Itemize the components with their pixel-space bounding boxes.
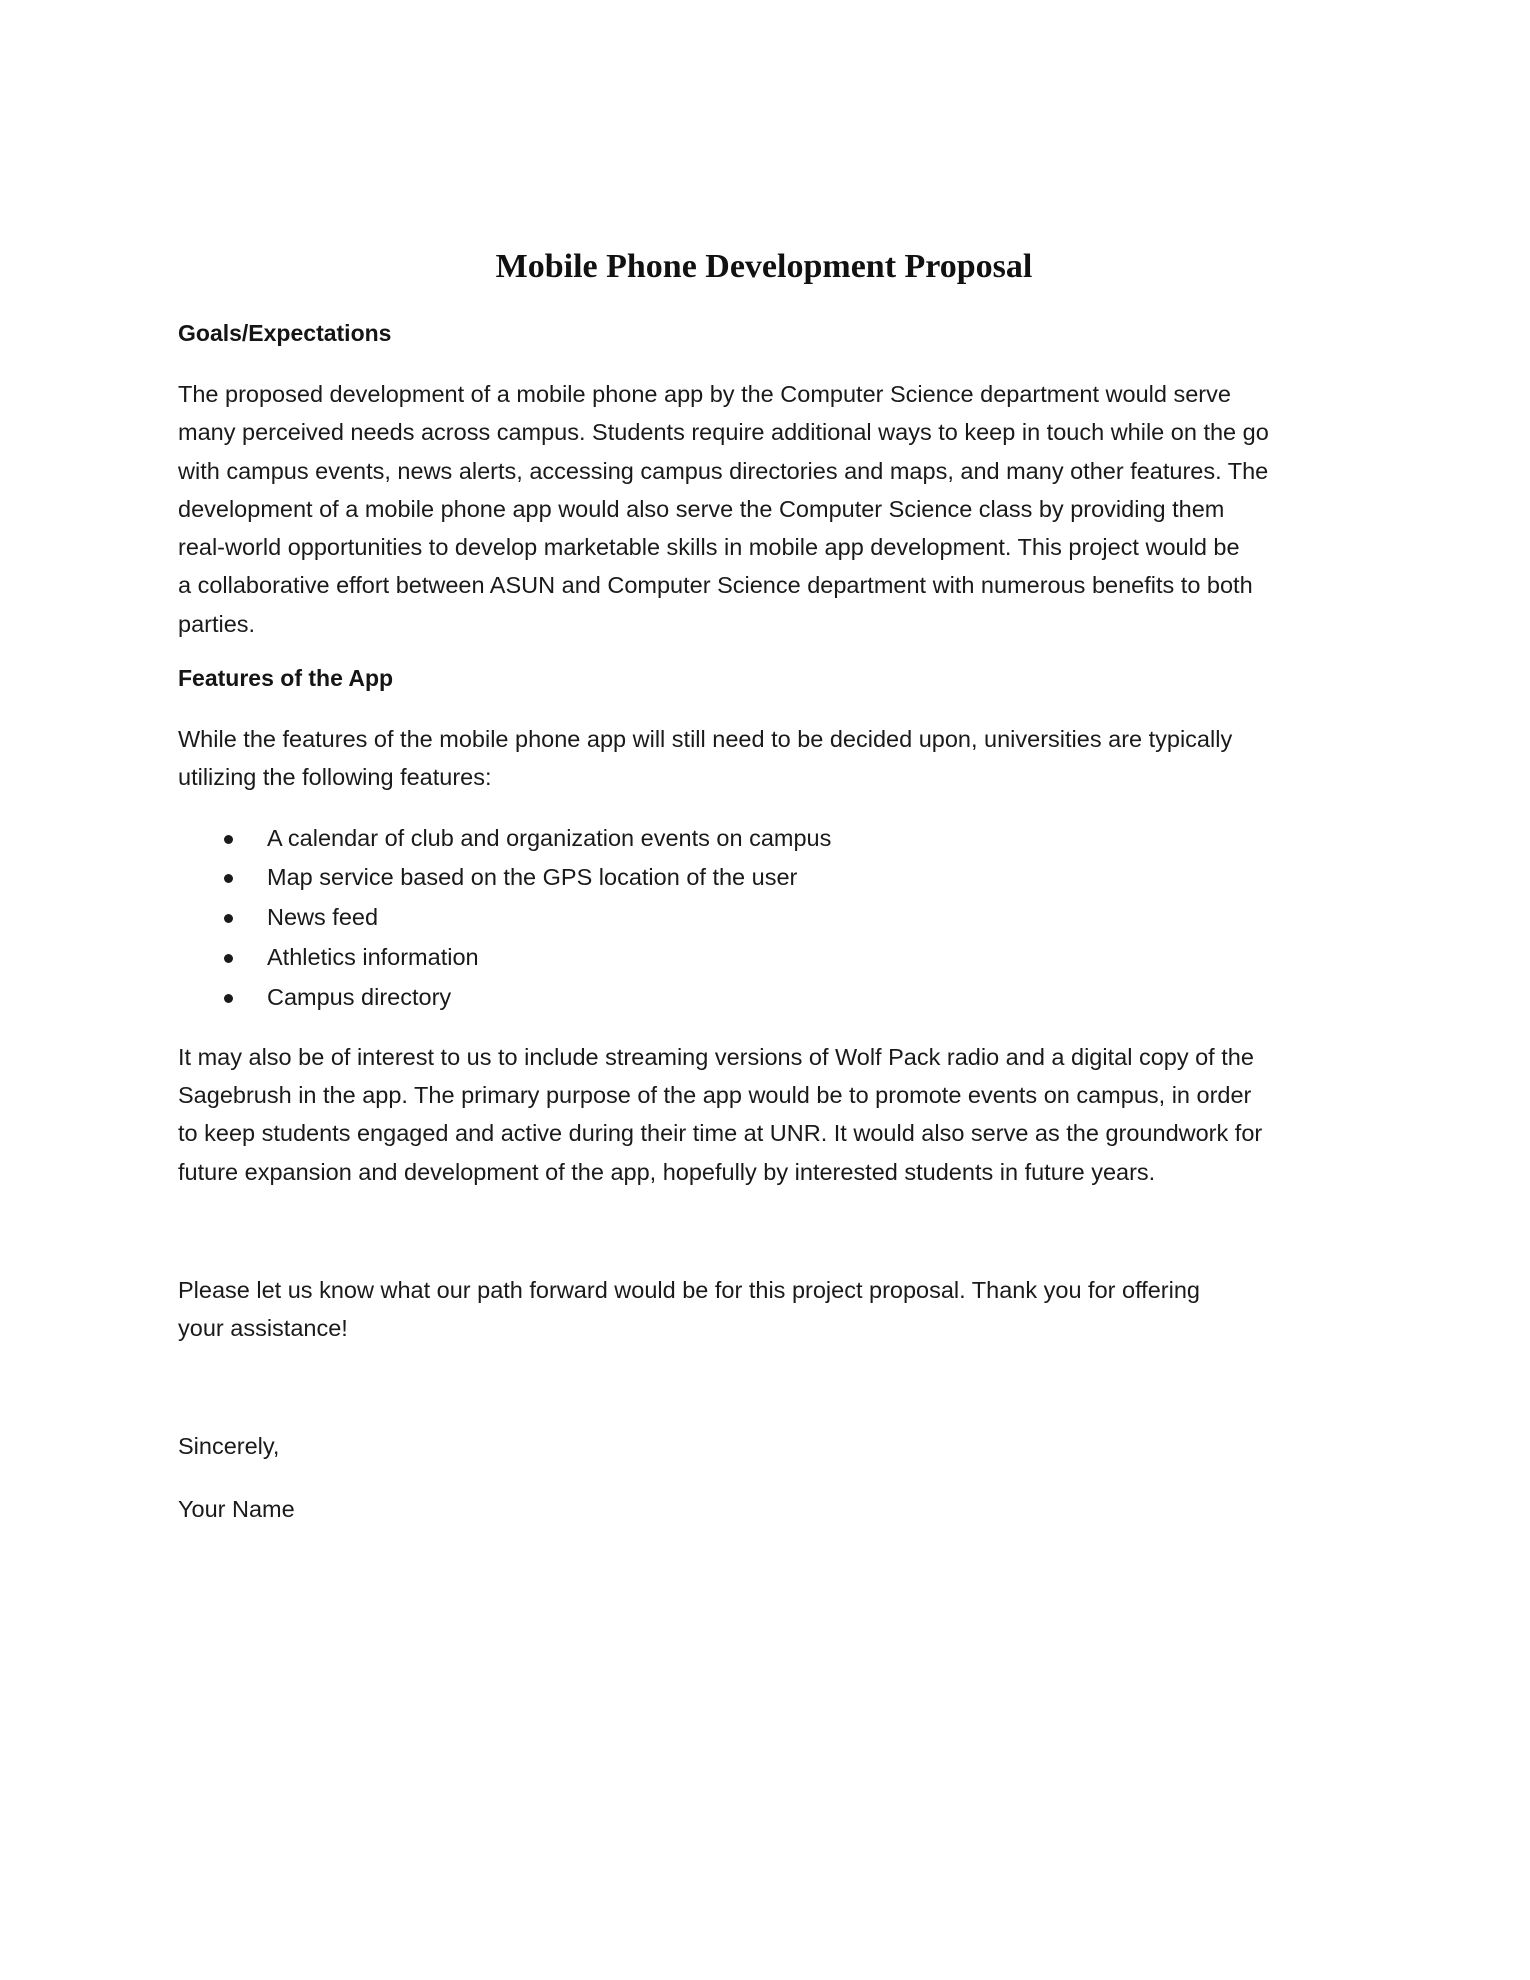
features-intro-line: utilizing the following features: [178,764,492,791]
goals-line: many perceived needs across campus. Students require additional ways to keep in touch while on the go [178,419,1269,446]
list-item-text: Map service based on the GPS location of the user [267,864,798,891]
goals-line: parties. [178,610,256,637]
followup-line: to keep students engaged and active during their time at UNR. It would also serve as the groundwork for [178,1120,1263,1147]
closing-salutation: Sincerely, [178,1433,280,1460]
list-item [178,898,1350,938]
list-item-text: Campus directory [267,983,452,1010]
bullet-icon [224,994,233,1003]
bullet-icon [224,835,233,844]
document-body [178,248,1350,1528]
goals-line: real-world opportunities to develop marketable skills in mobile app development. This project would be [178,534,1240,561]
list-item-text: A calendar of club and organization events on campus [267,824,832,851]
bullet-icon [224,874,233,883]
features-list [178,819,1350,1018]
features-intro-line: While the features of the mobile phone app will still need to be decided upon, universities are typically [178,726,1233,753]
document-title: Mobile Phone Development Proposal [495,248,1033,285]
followup-line: Sagebrush in the app. The primary purpose of the app would be to promote events on campus, in order [178,1081,1252,1108]
features-followup [178,1038,1350,1191]
goals-heading: Goals/Expectations [178,320,392,346]
request-line: your assistance! [178,1315,348,1342]
bullet-icon [224,914,233,923]
list-item-text: News feed [267,904,379,931]
goals-paragraph [178,375,1350,643]
list-item [178,978,1350,1018]
request-paragraph [178,1271,1350,1348]
followup-line: It may also be of interest to us to include streaming versions of Wolf Pack radio and a digital copy of the [178,1043,1254,1070]
signature-name: Your Name [178,1495,295,1522]
bullet-icon [224,954,233,963]
list-item-text: Athletics information [267,944,479,971]
features-intro [178,720,1350,797]
goals-line: The proposed development of a mobile phone app by the Computer Science department would serve [178,381,1231,407]
goals-line: development of a mobile phone app would also serve the Computer Science class by providing them [178,495,1225,522]
followup-line: future expansion and development of the app, hopefully by interested students in future years. [178,1158,1156,1185]
list-item [178,938,1350,978]
features-heading: Features of the App [178,665,394,692]
goals-line: a collaborative effort between ASUN and Computer Science department with numerous benefits to both [178,572,1253,599]
list-item [178,858,1350,898]
list-item [178,819,1350,859]
request-line: Please let us know what our path forward would be for this project proposal. Thank you for offering [178,1276,1200,1303]
goals-line: with campus events, news alerts, accessing campus directories and maps, and many other features. The [178,457,1269,484]
